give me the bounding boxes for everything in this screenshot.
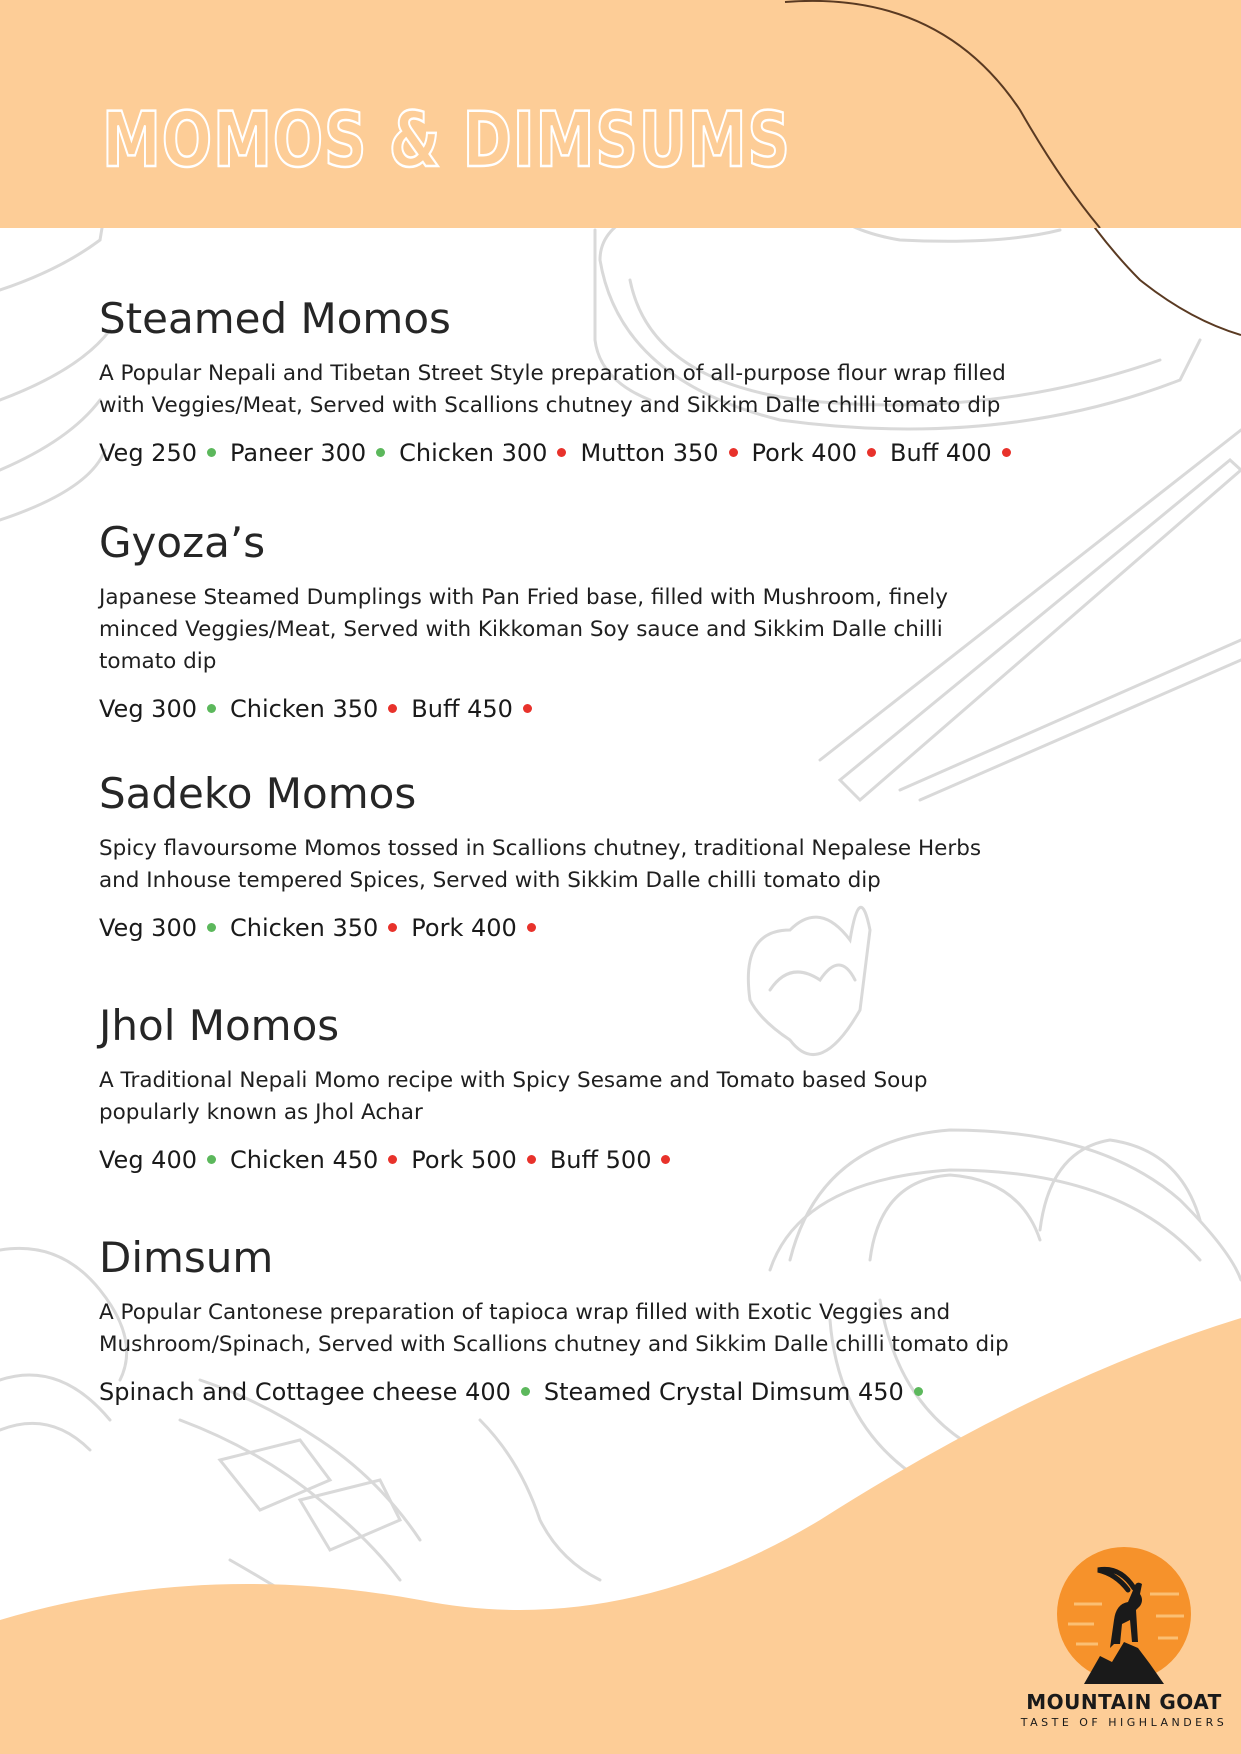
section-title: Sadeko Momos xyxy=(99,769,417,818)
price-line xyxy=(99,911,1009,945)
menu-section xyxy=(99,518,1009,726)
price-item xyxy=(99,436,216,470)
price-item xyxy=(399,436,566,470)
price-item xyxy=(230,1143,397,1177)
price-label: Pork 400 xyxy=(411,914,517,942)
menu-section xyxy=(99,769,1009,945)
price-label: Spinach and Cottagee cheese 400 xyxy=(99,1378,511,1406)
non-veg-dot-icon xyxy=(527,1155,536,1164)
price-label: Pork 400 xyxy=(751,439,858,467)
price-item xyxy=(544,1375,923,1409)
price-item xyxy=(230,436,385,470)
price-label: Veg 400 xyxy=(99,1146,197,1174)
price-label: Veg 300 xyxy=(99,695,197,723)
price-label: Veg 250 xyxy=(99,439,197,467)
non-veg-dot-icon xyxy=(867,448,876,457)
section-title: Dimsum xyxy=(99,1233,274,1282)
price-label: Veg 300 xyxy=(99,914,197,942)
non-veg-dot-icon xyxy=(1002,448,1011,457)
price-item xyxy=(752,436,877,470)
price-label: Chicken 350 xyxy=(230,914,379,942)
price-item xyxy=(99,1375,530,1409)
price-item xyxy=(99,692,216,726)
section-description: A Traditional Nepali Momo recipe with Spicy Sesame and Tomato based Soup popularly known as Jhol Achar xyxy=(99,1068,928,1125)
non-veg-dot-icon xyxy=(557,448,566,457)
section-description: Spicy flavoursome Momos tossed in Scallions chutney, traditional Nepalese Herbs and Inhouse tempered Spices, Served with Sikkim Dalle chilli tomato dip xyxy=(99,836,982,893)
mountain-goat-logo-icon xyxy=(1054,1544,1194,1684)
price-item xyxy=(550,1143,671,1177)
price-item xyxy=(411,1143,536,1177)
menu-section xyxy=(99,294,1009,470)
brand-logo xyxy=(1014,1544,1234,1730)
non-veg-dot-icon xyxy=(388,704,397,713)
non-veg-dot-icon xyxy=(523,704,532,713)
price-label: Buff 500 xyxy=(549,1146,652,1174)
price-item xyxy=(99,1143,216,1177)
veg-dot-icon xyxy=(207,448,216,457)
menu-section xyxy=(99,1001,1009,1177)
page-title: MOMOS & DIMSUMS xyxy=(102,95,791,184)
non-veg-dot-icon xyxy=(388,1155,397,1164)
price-label: Pork 500 xyxy=(411,1146,517,1174)
veg-dot-icon xyxy=(207,1155,216,1164)
veg-dot-icon xyxy=(207,923,216,932)
price-item xyxy=(411,911,536,945)
section-description: A Popular Nepali and Tibetan Street Style preparation of all-purpose flour wrap filled with Veggies/Meat, Served with Scallions chutney and Sikkim Dalle chilli tomato dip xyxy=(99,361,1006,418)
menu-section xyxy=(99,1233,1009,1409)
brand-tagline: TASTE OF HIGHLANDERS xyxy=(1020,1716,1228,1729)
section-title: Jhol Momos xyxy=(99,1001,340,1050)
brand-name: MOUNTAIN GOAT xyxy=(1026,1690,1222,1714)
non-veg-dot-icon xyxy=(527,923,536,932)
section-title: Gyoza’s xyxy=(99,518,266,567)
price-line xyxy=(99,1143,1009,1177)
price-label: Chicken 350 xyxy=(230,695,379,723)
price-label: Steamed Crystal Dimsum 450 xyxy=(543,1378,904,1406)
price-item xyxy=(890,436,1011,470)
veg-dot-icon xyxy=(376,448,385,457)
non-veg-dot-icon xyxy=(388,923,397,932)
price-label: Chicken 300 xyxy=(399,439,548,467)
non-veg-dot-icon xyxy=(729,448,738,457)
price-label: Paneer 300 xyxy=(230,439,367,467)
price-item xyxy=(580,436,737,470)
veg-dot-icon xyxy=(914,1387,923,1396)
section-title: Steamed Momos xyxy=(99,294,451,343)
section-description: Japanese Steamed Dumplings with Pan Fried base, filled with Mushroom, finely minced Veggies/Meat, Served with Kikkoman Soy sauce and Sikkim Dalle chilli tomato dip xyxy=(99,585,948,674)
price-label: Buff 450 xyxy=(411,695,513,723)
price-label: Buff 400 xyxy=(890,439,992,467)
price-item xyxy=(99,911,216,945)
price-line xyxy=(99,1375,1009,1409)
price-item xyxy=(411,692,532,726)
price-item xyxy=(230,692,397,726)
price-line xyxy=(99,692,1009,726)
non-veg-dot-icon xyxy=(661,1155,670,1164)
price-item xyxy=(230,911,397,945)
price-line xyxy=(99,436,1009,470)
veg-dot-icon xyxy=(521,1387,530,1396)
price-label: Mutton 350 xyxy=(580,439,719,467)
veg-dot-icon xyxy=(207,704,216,713)
section-description: A Popular Cantonese preparation of tapioca wrap filled with Exotic Veggies and Mushroom/Spinach, Served with Scallions chutney and Sikkim Dalle chilli tomato dip xyxy=(99,1300,1009,1357)
price-label: Chicken 450 xyxy=(230,1146,379,1174)
